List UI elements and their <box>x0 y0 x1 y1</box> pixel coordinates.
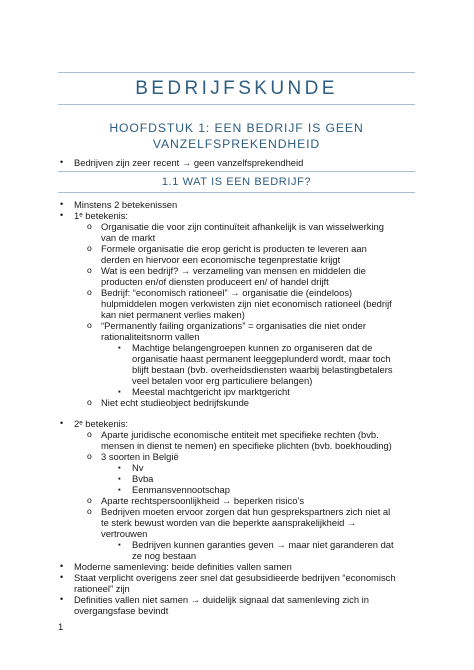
bullet-level-3: ▪ <box>118 474 121 483</box>
text-line: Eenmansvennootschap <box>132 484 230 495</box>
text-line: te sterk bewust worden van die beperkte aansprakelijkheid → <box>101 517 357 528</box>
text-line: 3 soorten in België <box>101 451 179 462</box>
text-line: hulpmiddelen mogen verkwisten zijn niet economisch rationeel (bedrijf <box>101 298 392 309</box>
text-line: Niet echt studieobject bedrijfskunde <box>101 397 250 408</box>
bullet-level-1: • <box>60 199 64 209</box>
chapter-heading <box>58 121 415 152</box>
bullet-level-1: • <box>60 572 64 582</box>
text-line: rationeel” zijn <box>74 583 130 594</box>
text-line: vertrouwen <box>101 528 148 539</box>
text-line: Definities vallen niet samen → duidelijk signaal dat samenleving zich in <box>74 594 369 605</box>
bullet-level-3: ▪ <box>118 343 121 352</box>
text-line: Bedrijf: “economisch rationeel” → organisatie die (eindeloos) <box>101 287 353 298</box>
bullet-level-2: o <box>87 397 92 407</box>
bullet-level-3: ▪ <box>118 540 121 549</box>
text-line: Bedrijven kunnen garanties geven → maar niet garanderen dat <box>132 539 394 550</box>
section-heading: 1.1 WAT IS EEN BEDRIJF? <box>161 176 312 188</box>
text-line: van de markt <box>101 232 156 243</box>
bullet-level-2: o <box>87 429 92 439</box>
text-line: 1ᵉ betekenis: <box>74 210 129 221</box>
bullet-level-1: • <box>60 157 64 167</box>
bullet-level-1: • <box>60 418 64 428</box>
text-line: Bvba <box>132 473 154 484</box>
text-line: 2ᵉ betekenis: <box>74 418 129 429</box>
text-line: ze nog bestaan <box>132 550 197 561</box>
document-title: BEDRIJFSKUNDE <box>135 78 338 99</box>
text-line: Staat verplicht overigens zeer snel dat gesubsidieerde bedrijven “economisch <box>74 572 396 583</box>
text-line: producten en/of diensten produceert en/ of handel drijft <box>101 276 329 287</box>
chapter-heading-line-2: VANZELFSPREKENDHEID <box>152 136 321 151</box>
bullet-level-1: • <box>60 210 64 220</box>
bullet-level-1: • <box>60 561 64 571</box>
bullet-level-2: o <box>87 495 92 505</box>
text-line: Bedrijven zijn zeer recent → geen vanzelfsprekendheid <box>74 157 304 168</box>
bullet-level-2: o <box>87 221 92 231</box>
text-line: organisatie haast permanent leeggeplunderd wordt, maar toch <box>132 353 391 364</box>
bullet-level-2: o <box>87 320 92 330</box>
text-line: Aparte juridische economische entiteit met specifieke rechten (bvb. <box>101 429 379 440</box>
text-line: Organisatie die voor zijn continuïteit afhankelijk is van wisselwerking <box>101 221 384 232</box>
text-line: blijft bestaan (bvb. overheidsdiensten waarbij belastingbetalers <box>132 364 393 375</box>
text-line: Bedrijven moeten ervoor zorgen dat hun gesprekspartners zich niet al <box>101 506 391 517</box>
text-line: rationaliteitsnorm vallen <box>101 331 200 342</box>
text-line: Minstens 2 betekenissen <box>74 199 178 210</box>
bullet-level-3: ▪ <box>118 463 121 472</box>
text-line: Meestal machtgericht ipv marktgericht <box>132 386 290 397</box>
text-line: Moderne samenleving: beide definities vallen samen <box>74 561 292 572</box>
text-line: Nv <box>132 462 144 473</box>
text-line: Aparte rechtspersoonlijkheid → beperken risico’s <box>101 495 305 506</box>
title-rule-bottom <box>58 104 415 105</box>
text-line: kan niet permanent verlies maken) <box>101 309 245 320</box>
text-line: derden en hiervoor een economische tegenprestatie krijgt <box>101 254 341 265</box>
text-line: mensen in dienst te nemen) en specifieke plichten (bvb. boekhouding) <box>101 440 392 451</box>
bullet-level-2: o <box>87 265 92 275</box>
text-line: overgangsfase bevindt <box>74 605 169 616</box>
section-rule-top <box>58 171 415 172</box>
text-line: Machtige belangengroepen kunnen zo organiseren dat de <box>132 342 373 353</box>
bullet-level-2: o <box>87 287 92 297</box>
bullet-level-2: o <box>87 243 92 253</box>
chapter-heading-line-1: HOOFDSTUK 1: EEN BEDRIJF IS GEEN <box>109 121 364 135</box>
page-number: 1 <box>58 621 64 632</box>
text-line: “Permanently failing organizations” = organisaties die niet onder <box>101 320 366 331</box>
text-line: Wat is een bedrijf? → verzameling van mensen en middelen die <box>101 265 366 276</box>
bullet-level-3: ▪ <box>118 387 121 396</box>
bullet-level-1: • <box>60 594 64 604</box>
text-line: Formele organisatie die erop gericht is producten te leveren aan <box>101 243 367 254</box>
text-line: veel betalen voor erg particuliere belangen) <box>132 375 313 386</box>
bullet-level-3: ▪ <box>118 485 121 494</box>
bullet-level-2: o <box>87 506 92 516</box>
bullet-level-2: o <box>87 451 92 461</box>
title-rule-top <box>58 72 415 73</box>
section-rule-bottom <box>58 192 415 193</box>
